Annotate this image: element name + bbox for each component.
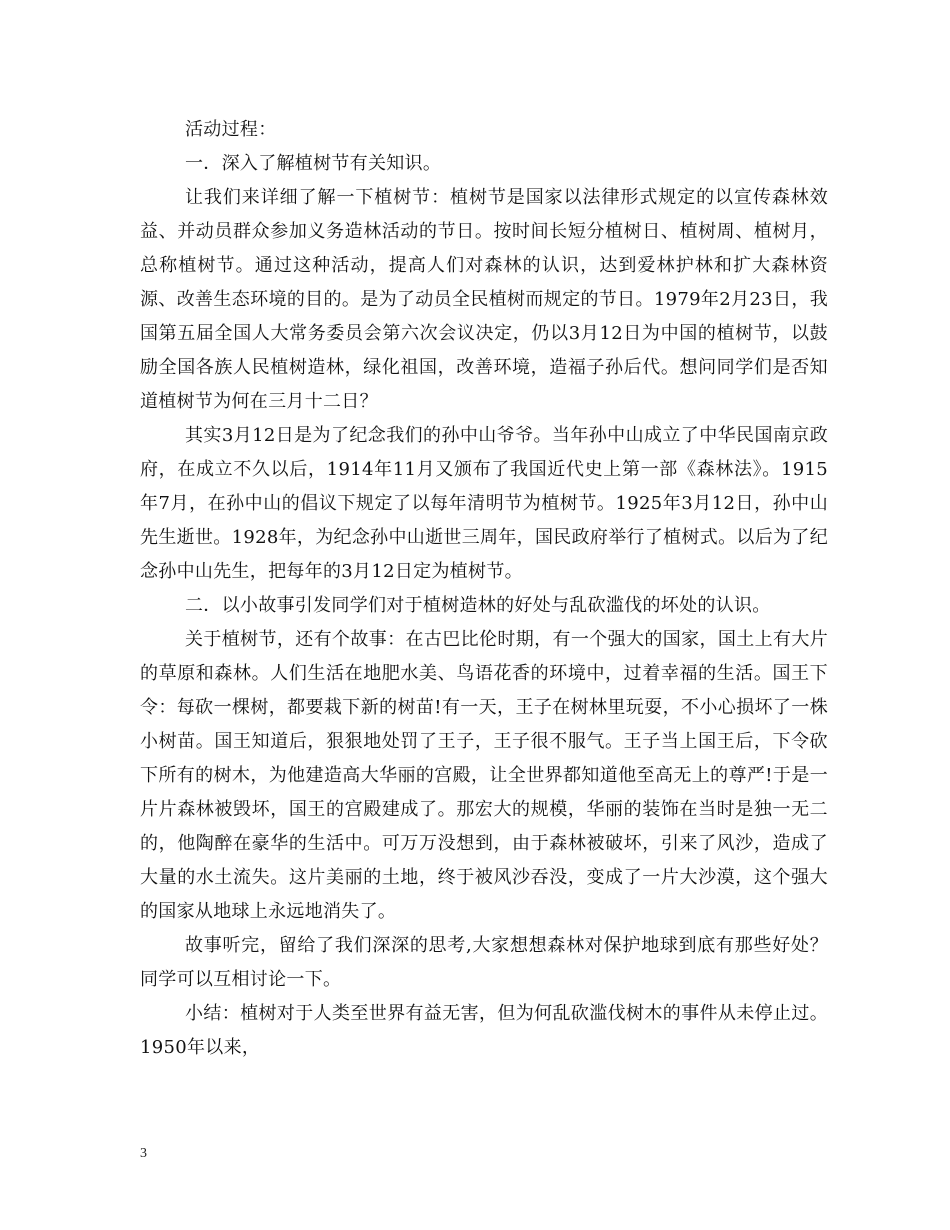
document-body	[140, 113, 828, 1065]
paragraph-discussion-prompt: 故事听完，留给了我们深深的思考,大家想想森林对保护地球到底有那些好处？同学可以互相讨论一下。	[140, 935, 828, 990]
paragraph-section-one-heading: 一．深入了解植树节有关知识。	[185, 153, 442, 174]
paragraph-activity-process-heading: 活动过程：	[185, 119, 277, 140]
paragraph-sun-yat-sen-history: 其实3月12日是为了纪念我们的孙中山爷爷。当年孙中山成立了中华民国南京政府，在成立不久以后，1914年11月又颁布了我国近代史上第一部《森林法》。1915年7月，在孙中山的倡议下规定了以每年清明节为植树节。1925年3月12日，孙中山先生逝世。1928年，为纪念孙中山逝世三周年，国民政府举行了植树式。以后为了纪念孙中山先生，把每年的3月12日定为植树节。	[140, 425, 828, 582]
paragraph-babylon-story: 关于植树节，还有个故事：在古巴比伦时期，有一个强大的国家，国土上有大片的草原和森林。人们生活在地肥水美、鸟语花香的环境中，过着幸福的生活。国王下令：每砍一棵树，都要栽下新的树苗!有一天，王子在树林里玩耍，不小心损坏了一株小树苗。国王知道后，狠狠地处罚了王子，王子很不服气。王子当上国王后，下令砍下所有的树木，为他建造高大华丽的宫殿，让全世界都知道他至高无上的尊严!于是一片片森林被毁坏，国王的宫殿建成了。那宏大的规模，华丽的装饰在当时是独一无二的，他陶醉在豪华的生活中。可万万没想到，由于森林被破坏，引来了风沙，造成了大量的水土流失。这片美丽的土地，终于被风沙吞没，变成了一片大沙漠，这个强大的国家从地球上永远地消失了。	[140, 629, 828, 922]
paragraph-arbor-day-intro: 让我们来详细了解一下植树节：植树节是国家以法律形式规定的以宣传森林效益、并动员群众参加义务造林活动的节日。按时间长短分植树日、植树周、植树月，总称植树节。通过这种活动，提高人们对森林的认识，达到爱林护林和扩大森林资源、改善生态环境的目的。是为了动员全民植树而规定的节日。1979年2月23日，我国第五届全国人大常务委员会第六次会议决定，仍以3月12日为中国的植树节，以鼓励全国各族人民植树造林，绿化祖国，改善环境，造福子孙后代。想问同学们是否知道植树节为何在三月十二日？	[140, 187, 828, 412]
paragraph-section-two-heading: 二．以小故事引发同学们对于植树造林的好处与乱砍滥伐的坏处的认识。	[185, 595, 771, 616]
page-number: 3	[140, 1146, 147, 1161]
paragraph-summary: 小结：植树对于人类至世界有益无害，但为何乱砍滥伐树木的事件从未停止过。1950年以来，	[140, 1003, 828, 1058]
